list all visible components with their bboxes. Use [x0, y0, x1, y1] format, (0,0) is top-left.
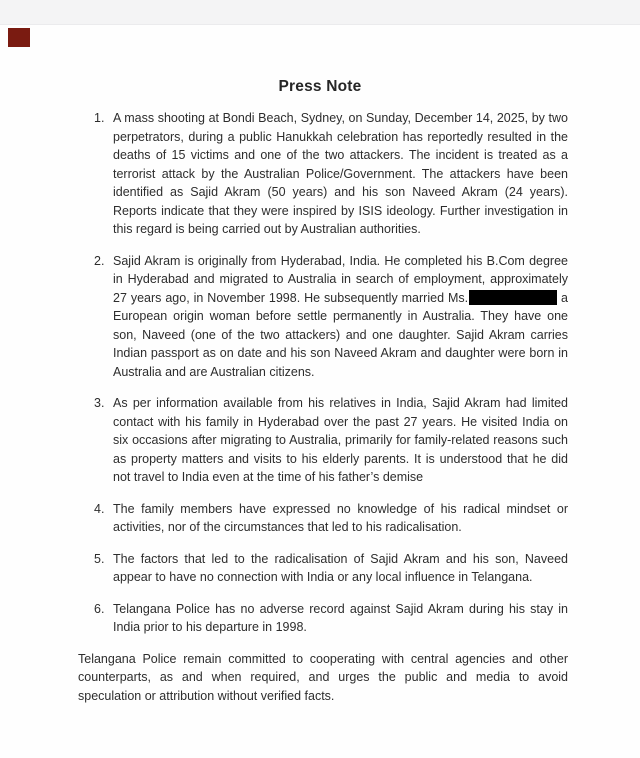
press-note-list — [78, 109, 568, 637]
list-item-6 — [78, 600, 568, 637]
list-item-text: a European origin woman before settle permanently in Australia. They have one son, Naveed (one of the two attackers) and one daughter. Sajid Akram carries Indian passport as on date and his son Naveed Akram and daughter were born in Australia and are Australian citizens. — [113, 290, 568, 379]
list-item-text: The family members have expressed no knowledge of his radical mindset or activities, nor of the circumstances that led to his radicalisation. — [113, 501, 568, 534]
list-item-text: The factors that led to the radicalisation of Sajid Akram and his son, Naveed appear to have no connection with India or any local influence in Telangana. — [113, 551, 568, 584]
page-title: Press Note — [278, 78, 362, 95]
list-item-text: Sajid Akram is originally from Hyderabad, India. He completed his B.Com degree in Hyderabad and migrated to Australia in search of employment, approximately 27 years ago, in November 1998. He subsequently married Ms. — [113, 253, 568, 305]
list-item-number: 5. — [94, 551, 105, 566]
list-item-4 — [78, 500, 568, 537]
list-item-5 — [78, 550, 568, 587]
list-item-number: 1. — [94, 111, 105, 125]
list-item-number: 2. — [94, 253, 105, 268]
redaction-box — [469, 290, 557, 305]
top-strip — [0, 0, 640, 25]
closing-paragraph: Telangana Police remain committed to cooperating with central agencies and other counterparts, as and when required, and urges the public and media to avoid speculation or attribution without verified facts. — [78, 651, 568, 703]
list-item-text: As per information available from his relatives in India, Sajid Akram had limited contact with his family in Hyderabad over the past 27 years. He visited India on six occasions after migrating to Australia, primarily for family-related reasons such as property matters and visits to his elderly parents. It is understood that he did not travel to India even at the time of his father’s demise — [113, 396, 568, 484]
list-item-number: 3. — [94, 396, 105, 410]
red-annotation-mark — [8, 28, 30, 47]
list-item-number: 4. — [94, 501, 105, 516]
list-item-2 — [78, 252, 568, 382]
list-item-text: Telangana Police has no adverse record against Sajid Akram during his stay in India prior to his departure in 1998. — [113, 601, 568, 634]
list-item-1 — [78, 109, 568, 239]
document-body — [0, 109, 640, 705]
list-item-3 — [78, 394, 568, 487]
list-item-text: A mass shooting at Bondi Beach, Sydney, on Sunday, December 14, 2025, by two perpetrators, during a public Hanukkah celebration has reportedly resulted in the deaths of 15 victims and one of the two attackers. The incident is treated as a terrorist attack by the Australian Police/Government. The attackers have been identified as Sajid Akram (50 years) and his son Naveed Akram (24 years). Reports indicate that they were inspired by ISIS ideology. Further investigation in this regard is being carried out by Australian authorities. — [113, 111, 568, 236]
list-item-number: 6. — [94, 601, 105, 616]
